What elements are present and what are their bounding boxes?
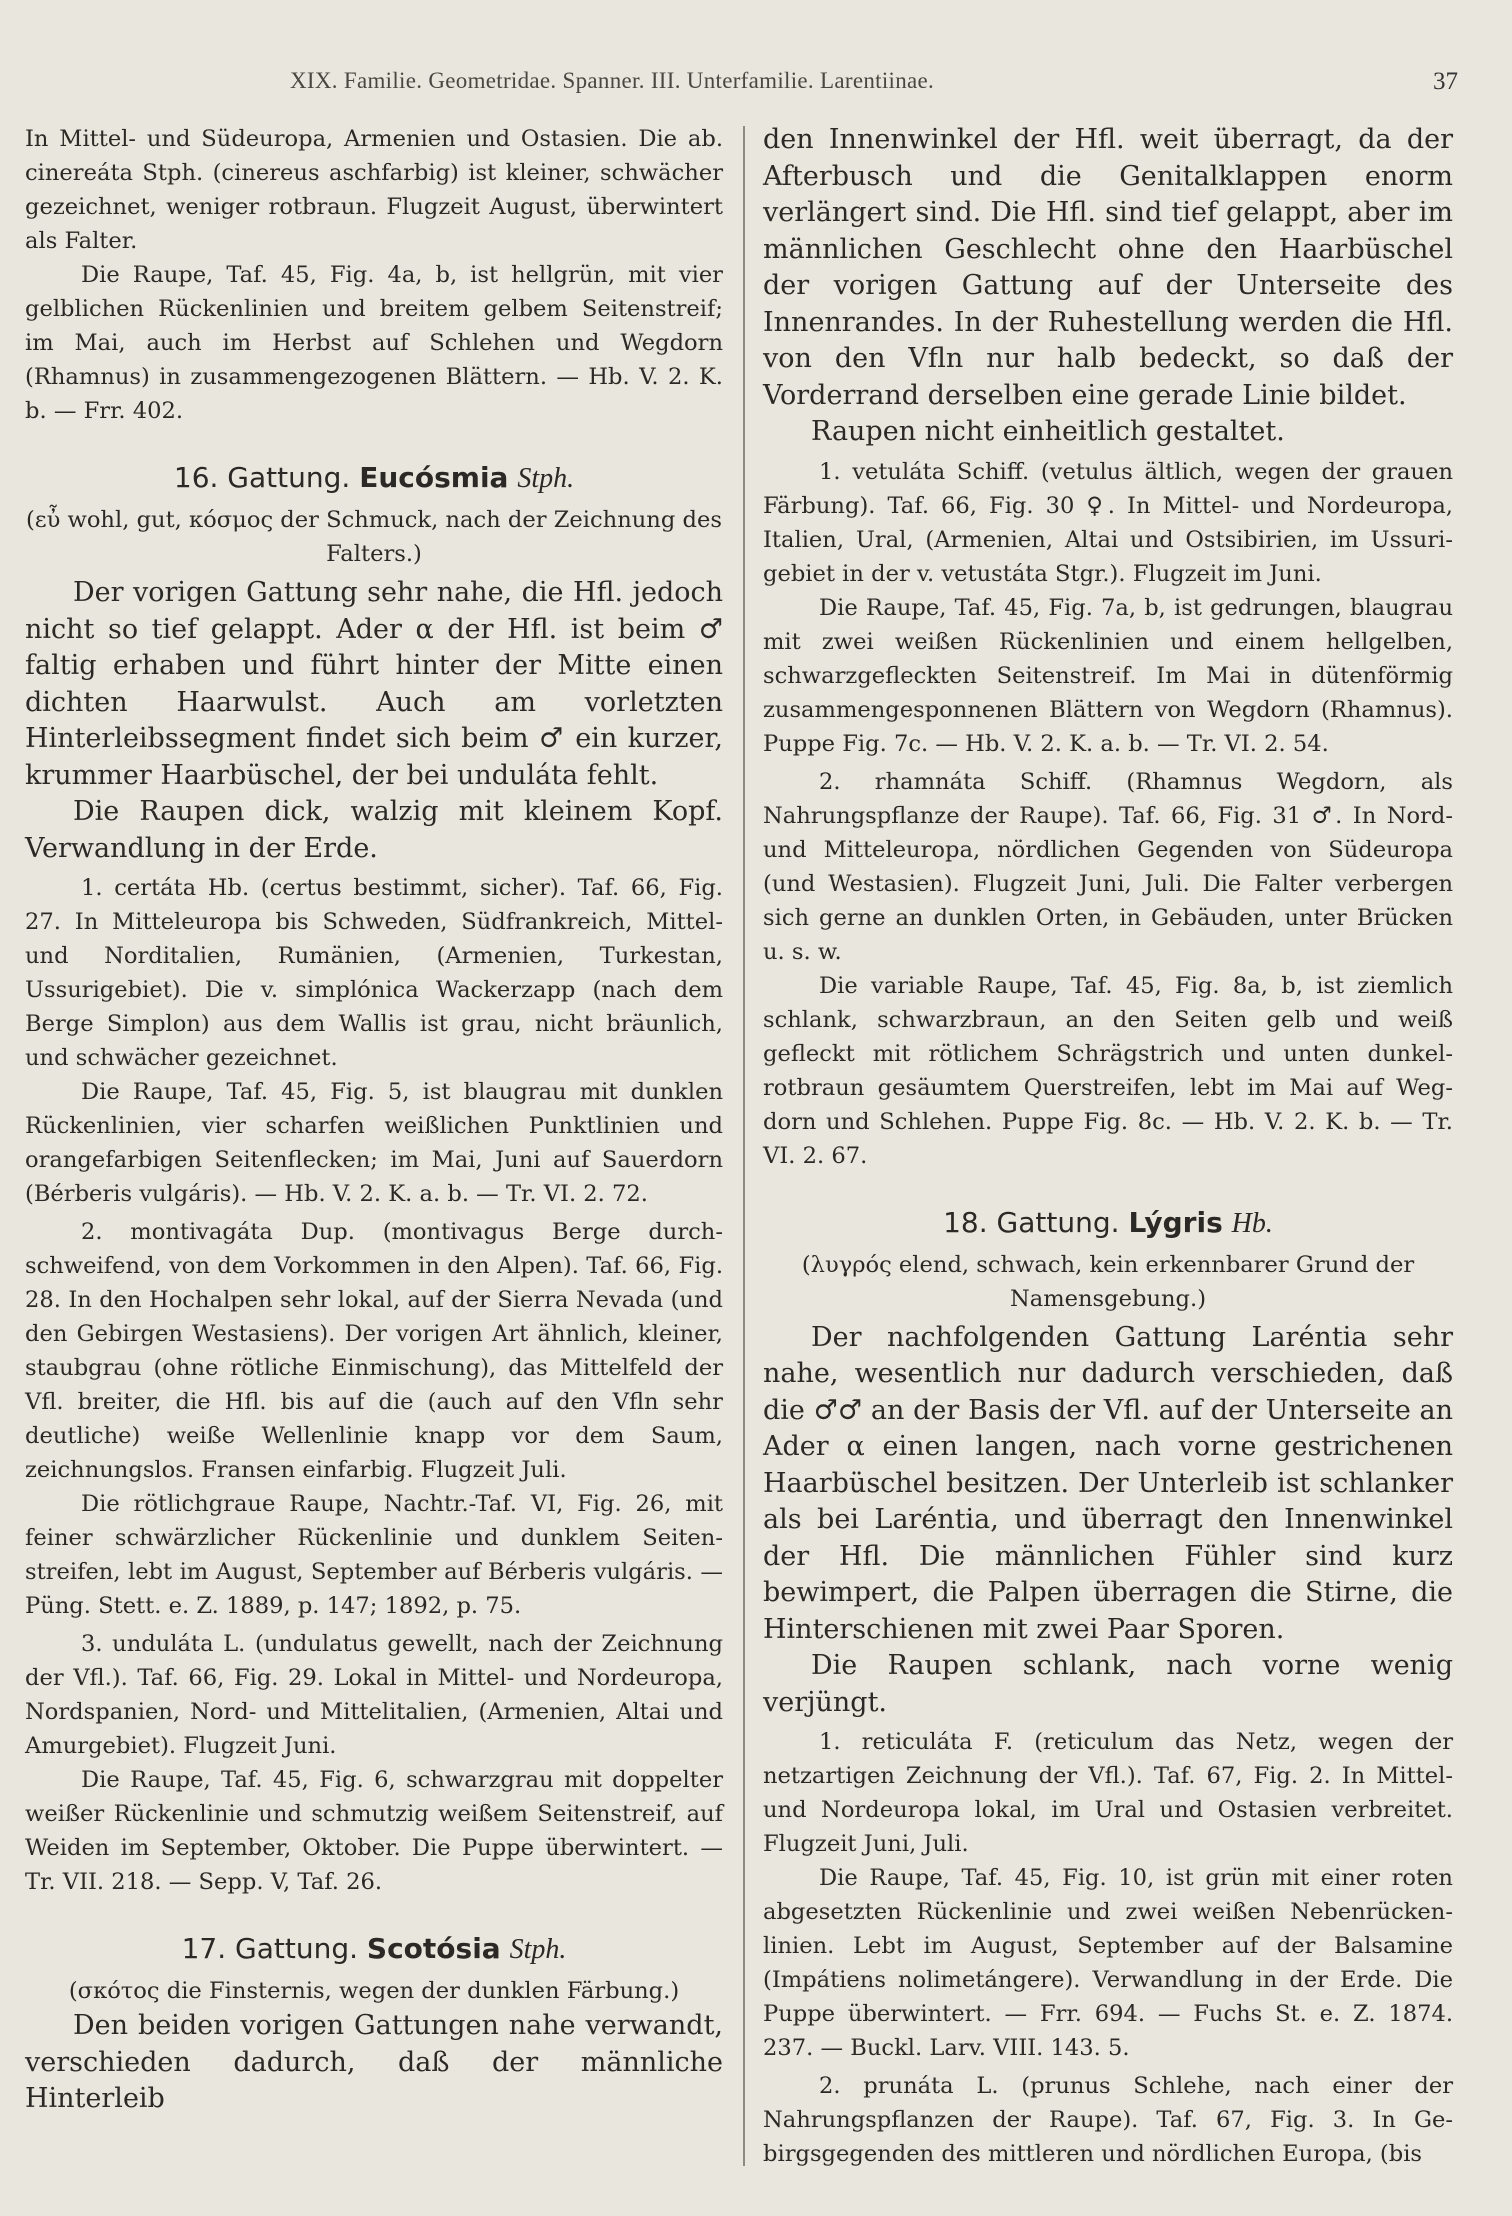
genus-label: 17. Gattung. (181, 1932, 359, 1965)
paragraph: In Mittel- und Südeuropa, Armenien und Ostasien. Die ab. cinereáta Stph. (cinereus aschfarbig) ist kleiner, schwächer gezeichnet, weniger rotbraun. Flugzeit August, überwintert als Falter. (25, 126, 723, 254)
running-header (0, 64, 1512, 104)
paragraph: Die rötlichgraue Raupe, Nachtr.-Taf. VI, Fig. 26, mit feiner schwärzlicher Rückenlinie und dunklem Seitenstreifen, lebt im August, September auf Bérberis vulgáris. — Püng. Stett. e. Z. 1889, p. 147; 1892, p. 75. (25, 1491, 723, 1619)
etymology: (σκότος die Finsternis, wegen der dunklen Färbung.) (68, 1978, 680, 2004)
paragraph: Die Raupe, Taf. 45, Fig. 10, ist grün mit einer roten abgesetzten Rückenlinie und zwei weißen Nebenrückenlinien. Lebt im August, September auf der Balsamine (Impátiens nolimetángere). Verwandlung in der Erde. Die Puppe überwintert. — Frr. 694. — Fuchs St. e. Z. 1874. 237. — Buckl. Larv. VIII. 143. 5. (763, 1865, 1453, 2061)
species-entry: 2. montivagáta Dup. (montivagus Berge durchschweifend, von dem Vorkommen in den Alpen). Taf. 66, Fig. 28. In den Hochalpen sehr lokal, auf der Sierra Nevada (und den Gebirgen Westasiens). Der vorigen Art ähnlich, kleiner, staubgrau (ohne rötliche Einmischung), das Mittelfeld der Vfl. breiter, die Hfl. bis auf die (auch auf den Vfln sehr deutliche) weiße Wellenlinie knapp vor dem Saum, zeichnungslos. Fransen einfarbig. Flugzeit Juli. (25, 1219, 723, 1483)
paragraph: Die Raupe, Taf. 45, Fig. 7a, b, ist gedrungen, blaugrau mit zwei weißen Rückenlinien und einem hellgelben, schwarzgefleckten Seitenstreif. Im Mai in dütenförmig zusammengesponnenen Blättern von Wegdorn (Rhamnus). Puppe Fig. 7c. — Hb. V. 2. K. a. b. — Tr. VI. 2. 54. (763, 594, 1453, 757)
right-column (763, 122, 1453, 2171)
species-entry: 1. vetuláta Schiff. (vetulus ältlich, wegen der grauen Färbung). Taf. 66, Fig. 30 ♀. In Mittel- und Nordeuropa, Italien, Ural, (Armenien, Altai und Ostsibirien, im Ussurigebiet in der v. vetustáta Stgr.). Flugzeit im Juni. (763, 458, 1453, 587)
paragraph: Der vorigen Gattung sehr nahe, die Hfl. jedoch nicht so tief gelappt. Ader α der Hfl. ist beim ♂ faltig erhaben und führt hinter der Mitte einen dichten Haarwulst. Auch am vorletzten Hinterleibssegment findet sich beim ♂ ein kurzer, krummer Haarbüschel, der bei unduláta fehlt. (25, 577, 723, 791)
page-number: 37 (1433, 68, 1458, 95)
paragraph: Die Raupen schlank, nach vorne wenig verjüngt. (763, 1650, 1453, 1718)
species-entry: 1. reticuláta F. (reticulum das Netz, wegen der netzartigen Zeichnung der Vfl.). Taf. 67, Fig. 2. In Mittel- und Nordeuropa lokal, im Ural und Ostasien verbreitet. Flugzeit Juni, Juli. (763, 1729, 1453, 1857)
left-column (25, 122, 723, 2118)
genus-label: 16. Gattung. (173, 461, 351, 494)
genus-label: 18. Gattung. (943, 1205, 1120, 1239)
column-divider (743, 126, 745, 2166)
genus-author: Hb. (1231, 1207, 1273, 1239)
species-entry: 3. unduláta L. (undulatus gewellt, nach der Zeichnung der Vfl.). Taf. 66, Fig. 29. Lokal in Mittel- und Nordeuropa, Nordspanien, Nord- und Mittelitalien, (Armenien, Altai und Amurgebiet). Flugzeit Juni. (25, 1631, 723, 1759)
genus-name: Lýgris (1128, 1205, 1223, 1239)
paragraph: Die variable Raupe, Taf. 45, Fig. 8a, b, ist ziemlich schlank, schwarzbraun, an den Seiten gelb und weiß gefleckt mit rötlichem Schrägstrich und unten dunkelrotbraun gesäumtem Querstreifen, lebt im Mai auf Wegdorn und Schlehen. Puppe Fig. 8c. — Hb. V. 2. K. b. — Tr. VI. 2. 67. (763, 972, 1453, 1169)
genus-author: Stph. (517, 463, 575, 494)
species-entry: 2. prunáta L. (prunus Schlehe, nach einer der Nahrungspflanzen der Raupe). Taf. 67, Fig. 3. In Gebirgsgegenden des mittleren und nördlichen Europa, (bis (763, 2073, 1453, 2167)
running-title: XIX. Familie. Geometridae. Spanner. III. Unterfamilie. Larentiinae. (290, 68, 935, 93)
paragraph: Die Raupe, Taf. 45, Fig. 5, ist blaugrau mit dunklen Rückenlinien, vier scharfen weißlichen Punktlinien und orangefarbigen Seitenflecken; im Mai, Juni auf Sauerdorn (Bérberis vulgáris). — Hb. V. 2. K. a. b. — Tr. VI. 2. 72. (25, 1079, 723, 1207)
etymology: (λυγρός elend, schwach, kein erkennbarer Grund der Namensgebung.) (801, 1251, 1415, 1312)
genus-heading-18 (763, 1203, 1453, 1244)
paragraph: Die Raupe, Taf. 45, Fig. 4a, b, ist hellgrün, mit vier gelblichen Rückenlinien und breitem gelbem Seitenstreif; im Mai, auch im Herbst auf Schlehen und Wegdorn (Rhamnus) in zusammengezogenen Blättern. — Hb. V. 2. K. b. — Frr. 402. (25, 262, 723, 424)
genus-name: Eucósmia (359, 461, 509, 494)
paragraph: Die Raupen dick, walzig mit kleinem Kopf. Verwandlung in der Erde. (25, 796, 723, 864)
paragraph: Den beiden vorigen Gattungen nahe verwandt, verschieden dadurch, daß der männliche Hinterleib (25, 2010, 723, 2114)
paragraph: Die Raupe, Taf. 45, Fig. 6, schwarzgrau mit doppelter weißer Rückenlinie und schmutzig weißem Seitenstreif, auf Weiden im September, Oktober. Die Puppe überwintert. — Tr. VII. 218. — Sepp. V, Taf. 26. (25, 1767, 723, 1895)
etymology: (εὖ wohl, gut, κόσμος der Schmuck, nach der Zeichnung des Falters.) (26, 507, 722, 567)
genus-heading-16 (25, 458, 723, 499)
paragraph: Der nachfolgenden Gattung Laréntia sehr nahe, wesentlich nur dadurch verschieden, daß die ♂♂ an der Basis der Vfl. auf der Unterseite an Ader α einen langen, nach vorne gestrichenen Haarbüschel besitzen. Der Unterleib ist schlanker als bei Laréntia, und überragt den Innenwinkel der Hfl. Die männlichen Fühler sind kurz bewimpert, die Palpen überragen die Stirne, die Hinterschienen mit zwei Paar Sporen. (763, 1321, 1453, 1645)
paragraph: Raupen nicht einheitlich gestaltet. (811, 416, 1285, 447)
species-entry: 2. rhamnáta Schiff. (Rhamnus Wegdorn, als Nahrungspflanze der Raupe). Taf. 66, Fig. 31 ♂. In Nord- und Mitteleuropa, nördlichen Gegenden von Südeuropa (und Westasien). Flugzeit Juni, Juli. Die Falter verbergen sich gerne an dunklen Orten, in Gebäuden, unter Brücken u. s. w. (763, 768, 1453, 965)
paragraph: den Innenwinkel der Hfl. weit überragt, da der Afterbusch und die Genitalklappen enorm verlängert sind. Die Hfl. sind tief gelappt, aber im männlichen Geschlecht ohne den Haarbüschel der vorigen Gattung auf der Unterseite des Innenrandes. In der Ruhestellung werden die Hfl. von den Vfln nur halb bedeckt, so daß der Vorderrand derselben eine gerade Linie bildet. (763, 124, 1453, 411)
species-entry: 1. certáta Hb. (certus bestimmt, sicher). Taf. 66, Fig. 27. In Mitteleuropa bis Schweden, Südfrankreich, Mittel- und Norditalien, Rumänien, (Armenien, Turkestan, Ussurigebiet). Die v. simplónica Wackerzapp (nach dem Berge Simplon) aus dem Wallis ist grau, nicht bräunlich, und schwächer gezeichnet. (25, 875, 723, 1071)
genus-heading-17 (25, 1929, 723, 1970)
genus-author: Stph. (509, 1934, 567, 1965)
genus-name: Scotósia (366, 1932, 501, 1965)
